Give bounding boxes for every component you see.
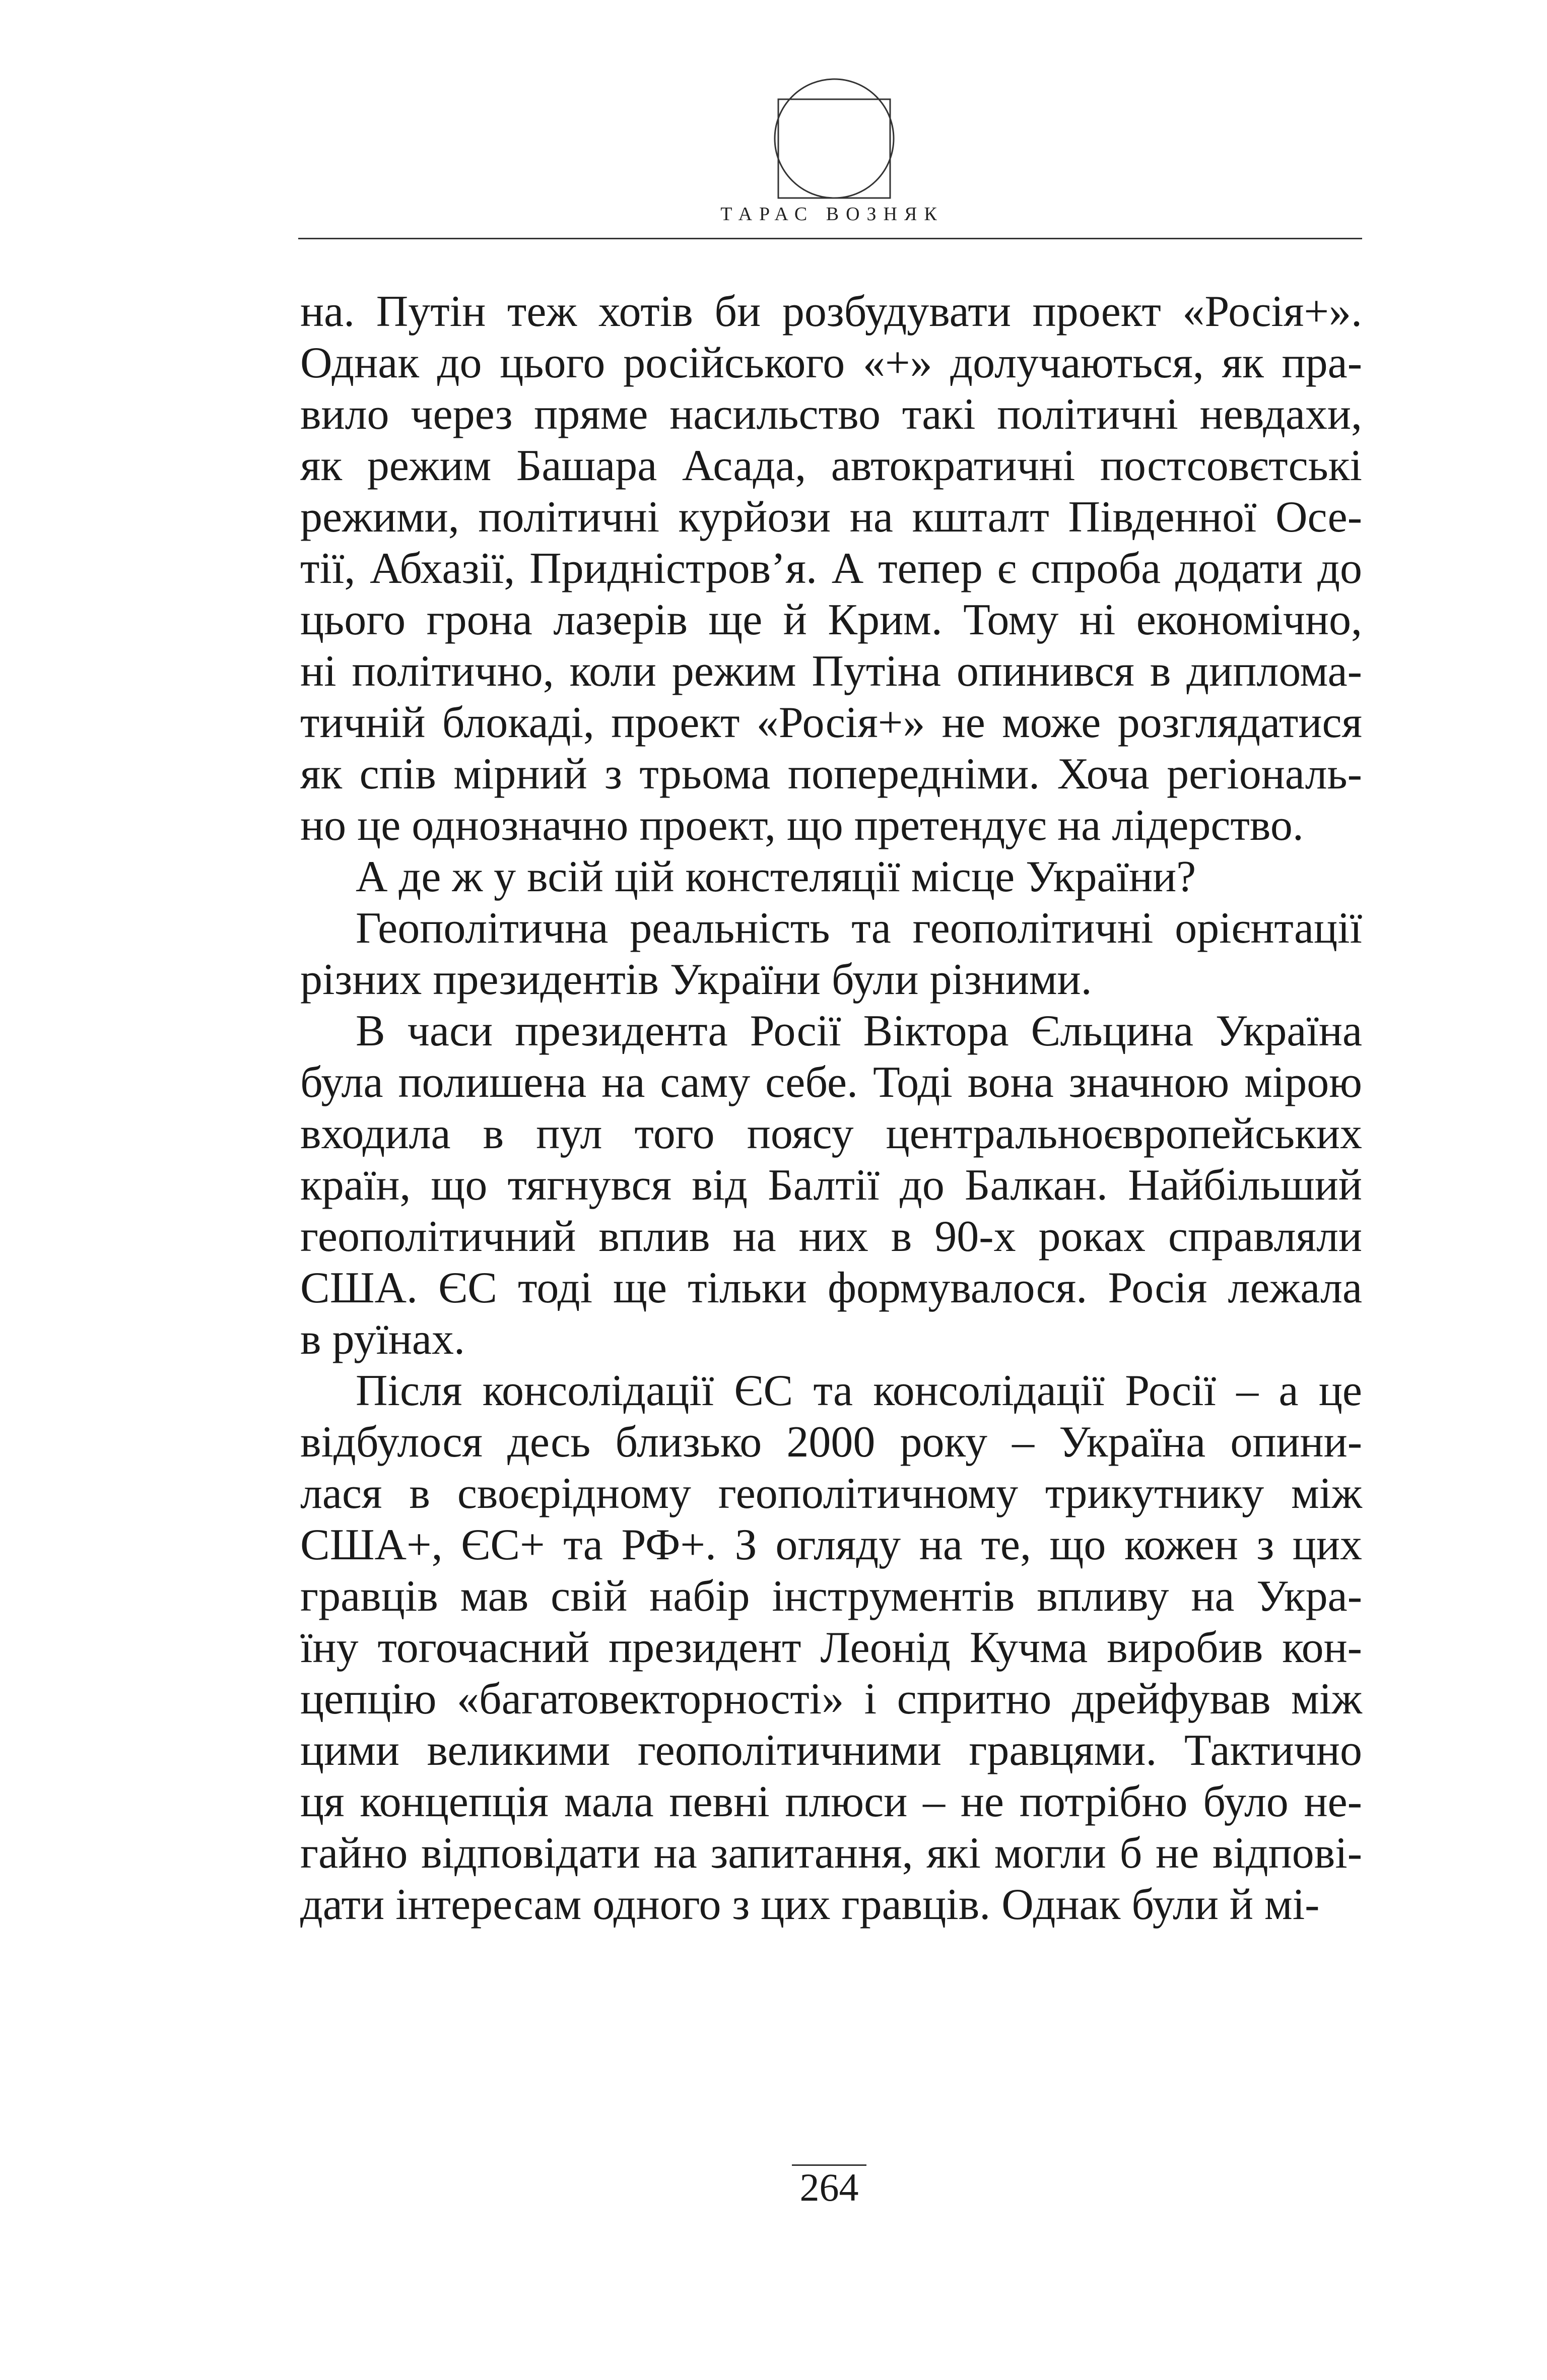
text-line: А де ж у всій цій констеляції місце України?	[356, 852, 1196, 901]
text-line: гравців мав свій набір інструментів впливу на Укра-	[300, 1572, 1362, 1621]
text-line: відбулося десь близько 2000 року – Україна опини-	[300, 1418, 1362, 1467]
main-text	[300, 286, 1362, 1931]
paragraph	[300, 1006, 1362, 1365]
emblem-circle-square-icon	[771, 76, 897, 202]
text-line: лася в своєрідному геополітичному трикутнику між	[300, 1469, 1362, 1518]
text-line: ця концепція мала певні плюси – не потрібно було не-	[300, 1777, 1362, 1826]
text-line: країн, що тягнувся від Балтії до Балкан. Найбільший	[300, 1161, 1362, 1210]
text-line: їну тогочасний президент Леонід Кучма виробив кон-	[300, 1623, 1362, 1672]
text-line: тичній блокаді, проект «Росія+» не може розглядатися	[300, 698, 1362, 747]
text-line: на. Путін теж хотів би розбудувати проект «Росія+».	[300, 287, 1362, 336]
text-line: тії, Абхазії, Придністров’я. А тепер є спроба додати до	[300, 544, 1362, 593]
page-number: 264	[799, 2165, 859, 2209]
text-line: ні політично, коли режим Путіна опинився в диплома-	[300, 647, 1362, 696]
text-line: цього грона лазерів ще й Крим. Тому ні економічно,	[300, 596, 1362, 644]
text-line: В часи президента Росії Віктора Єльцина Україна	[356, 1007, 1362, 1055]
text-line: США. ЄС тоді ще тільки формувалося. Росія лежала	[300, 1264, 1362, 1312]
text-line: вило через пряме насильство такі політичні невдахи,	[300, 390, 1362, 439]
text-line: дати інтересам одного з цих гравців. Однак були й мі-	[300, 1880, 1320, 1929]
paragraph	[300, 286, 1362, 851]
text-line: Геополітична реальність та геополітичні орієнтації	[356, 904, 1362, 953]
text-line: режими, політичні курйози на кшталт Південної Осе-	[300, 493, 1362, 542]
text-line: як режим Башара Асада, автократичні постсовєтські	[300, 441, 1362, 490]
text-line: різних президентів України були різними.	[300, 955, 1092, 1004]
paragraph	[300, 1365, 1362, 1931]
text-line: США+, ЄС+ та РФ+. З огляду на те, що кожен з цих	[300, 1520, 1362, 1569]
text-line: входила в пул того поясу центральноєвропейських	[300, 1109, 1362, 1158]
text-line: в руїнах.	[300, 1315, 465, 1364]
paragraph	[300, 903, 1362, 1006]
text-line: була полишена на саму себе. Тоді вона значною мірою	[300, 1058, 1362, 1107]
text-line: Після консолідації ЄС та консолідації Росії – а це	[356, 1366, 1362, 1415]
running-header-author: ТАРАС ВОЗНЯК	[720, 204, 944, 225]
text-line: Однак до цього російського «+» долучаються, як пра-	[300, 339, 1362, 387]
text-line: гайно відповідати на запитання, які могли б не відпові-	[300, 1829, 1362, 1878]
text-line: но це однозначно проект, що претендує на лідерство.	[300, 801, 1304, 850]
text-line: цими великими геополітичними гравцями. Тактично	[300, 1726, 1362, 1775]
paragraph	[300, 851, 1362, 903]
text-line: як спів мірний з трьома попередніми. Хоча регіональ-	[300, 750, 1362, 799]
header-divider	[298, 238, 1362, 239]
text-line: геополітичний вплив на них в 90-х роках справляли	[300, 1212, 1362, 1261]
text-line: цепцію «багатовекторності» і спритно дрейфував між	[300, 1675, 1362, 1724]
